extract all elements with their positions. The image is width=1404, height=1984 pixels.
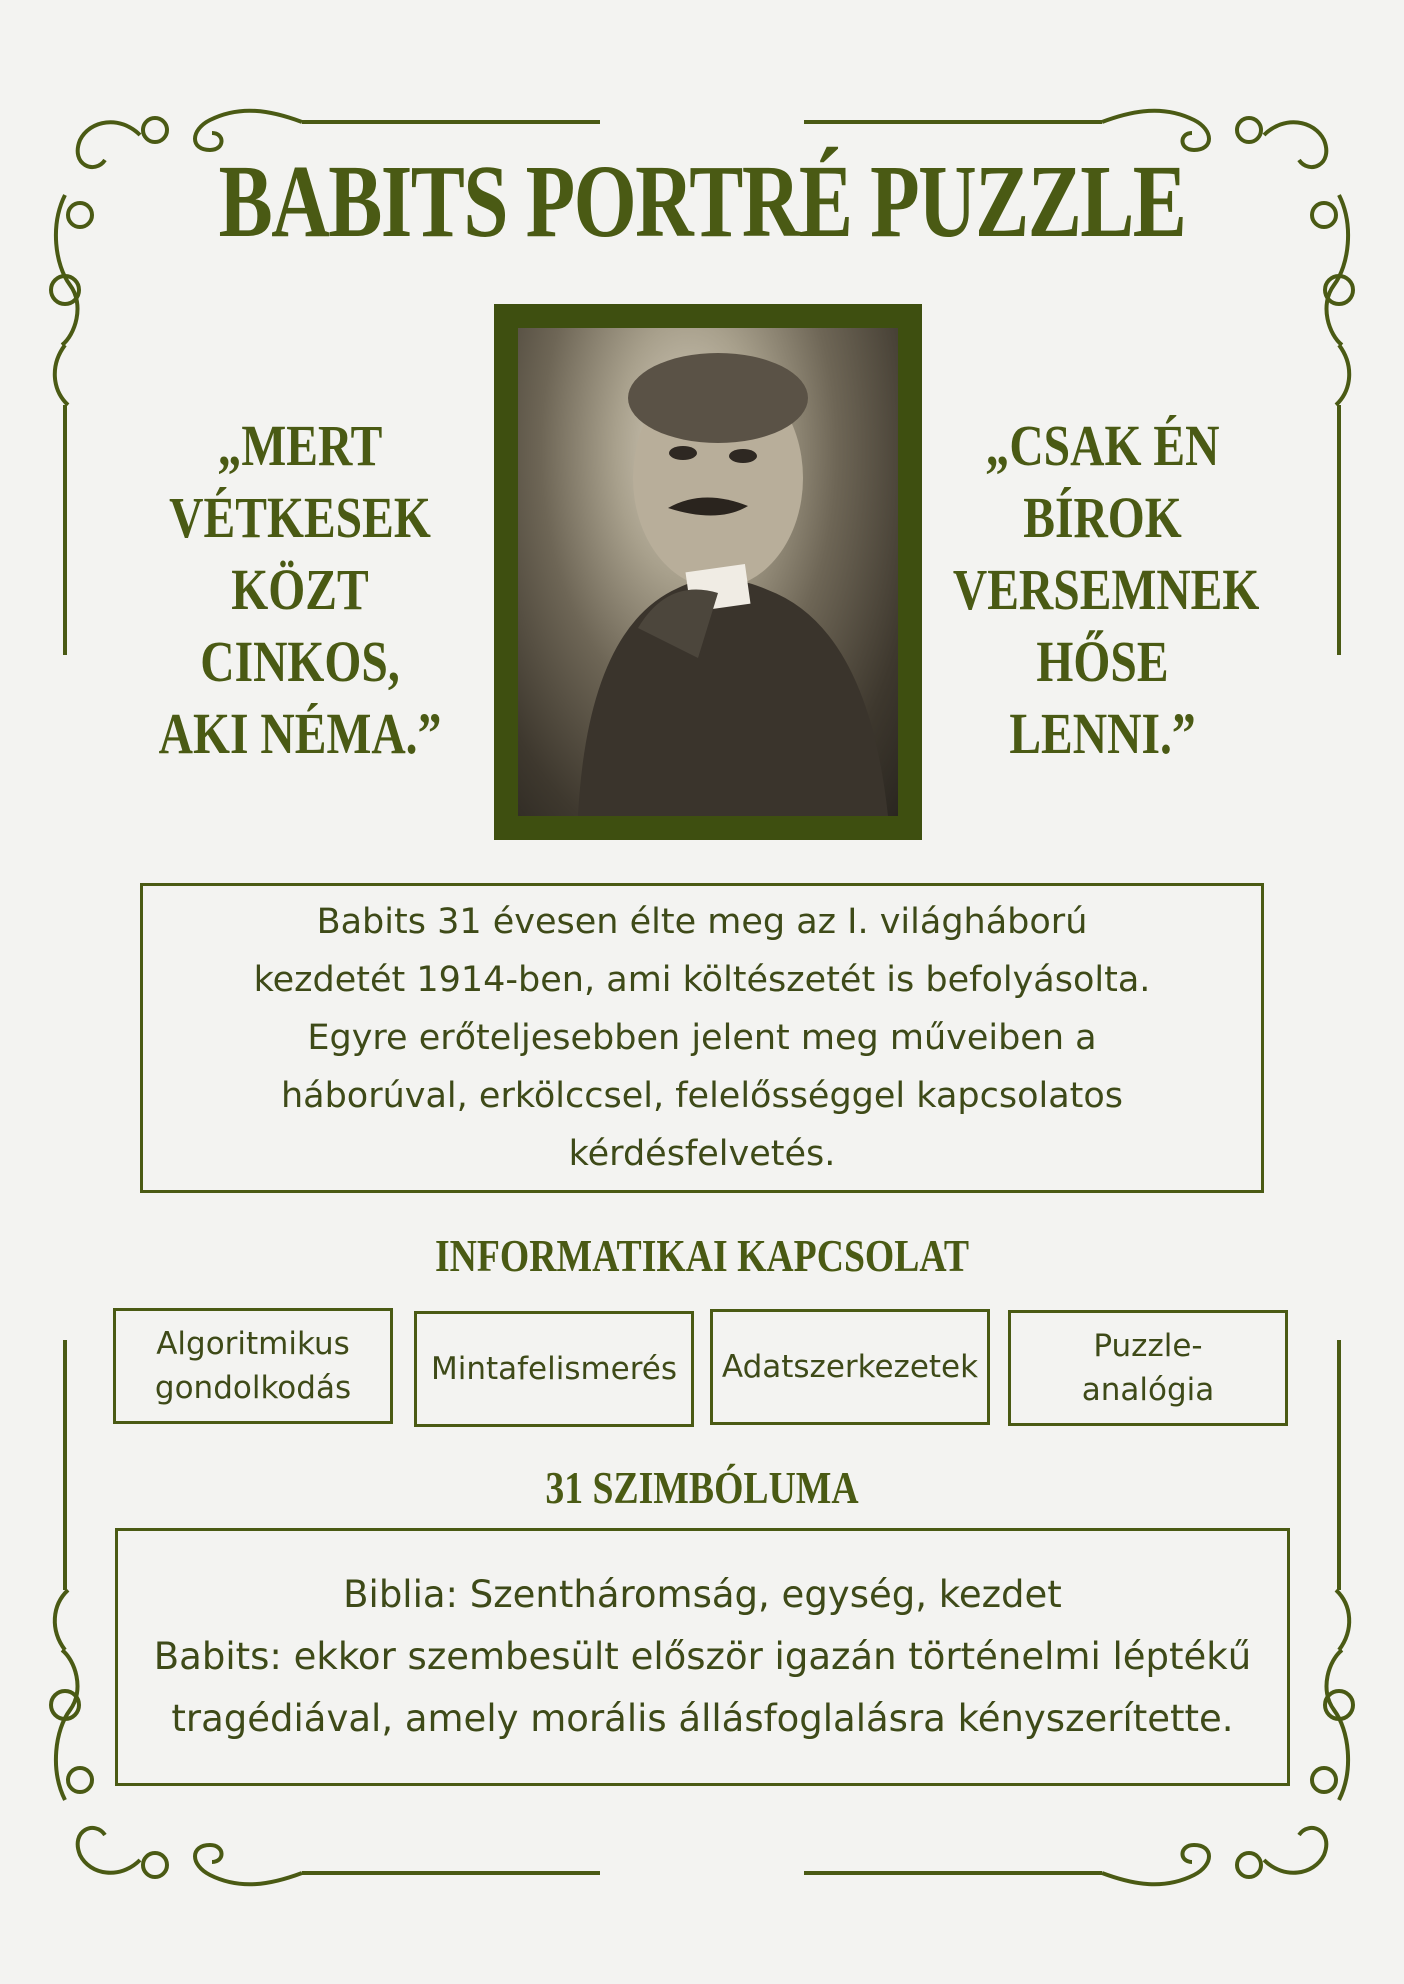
symbol-box xyxy=(115,1528,1290,1786)
info-line: Egyre erőteljesebben jelent meg műveiben a xyxy=(307,1018,1097,1058)
quote-left-line: AKI NÉMA.” xyxy=(158,701,442,766)
symbol-line: Biblia: Szentháromság, egység, kezdet xyxy=(343,1573,1062,1616)
tag-label: Mintafelismerés xyxy=(430,1351,678,1387)
quote-right-line: VERSEMNEK xyxy=(952,557,1260,622)
quote-right xyxy=(952,410,1260,770)
section-heading-31: 31 SZIMBÓLUMA xyxy=(545,1462,859,1513)
tag-box xyxy=(1008,1310,1288,1426)
tag-label: Adatszerkezetek xyxy=(721,1349,979,1385)
info-text xyxy=(172,893,1232,1183)
tag-box xyxy=(710,1309,990,1425)
tag-label: Algoritmikus xyxy=(156,1326,350,1362)
quote-left-line: VÉTKESEK xyxy=(169,485,431,550)
section-heading-it: INFORMATIKAI KAPCSOLAT xyxy=(434,1230,970,1281)
quote-right-line: HŐSE LENNI.” xyxy=(1009,629,1196,766)
info-line: háborúval, erkölccsel, felelősséggel kapcsolatos xyxy=(280,1076,1124,1116)
symbol-line: Babits: ekkor szembesült először igazán történelmi léptékű xyxy=(153,1635,1252,1678)
portrait-illustration xyxy=(518,328,898,816)
tag-label: Puzzle- xyxy=(1093,1328,1203,1364)
tag-label: analógia xyxy=(1081,1372,1215,1408)
portrait-frame xyxy=(494,304,922,840)
info-box xyxy=(140,883,1264,1193)
info-line: Babits 31 évesen élte meg az I. világháború xyxy=(316,902,1088,942)
quote-right-line: „CSAK ÉN xyxy=(985,413,1220,478)
tag-box xyxy=(113,1308,393,1424)
info-line: kezdetét 1914-ben, ami költészetét is befolyásolta. xyxy=(253,960,1151,1000)
quote-left xyxy=(152,410,447,770)
quote-left-line: KÖZT CINKOS, xyxy=(200,557,400,694)
quote-right-line: BÍROK xyxy=(1023,485,1182,550)
symbol-text xyxy=(154,1564,1251,1750)
info-line: kérdésfelvetés. xyxy=(568,1134,836,1174)
tag-box xyxy=(414,1311,694,1427)
tag-label: gondolkodás xyxy=(154,1370,352,1406)
portrait-photo xyxy=(518,328,898,816)
symbol-line: tragédiával, amely morális állásfoglalásra kényszerítette. xyxy=(171,1697,1234,1740)
page-title: BABITS PORTRÉ PUZZLE xyxy=(218,144,1186,259)
quote-left-line: „MERT xyxy=(217,413,383,478)
